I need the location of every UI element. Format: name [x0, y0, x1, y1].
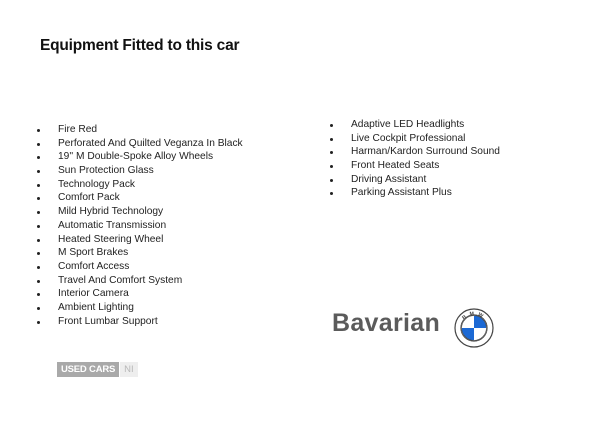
dealer-wordmark: Bavarian	[332, 309, 441, 337]
page-title: Equipment Fitted to this car	[40, 37, 240, 54]
equipment-item: Ambient Lighting	[37, 301, 243, 315]
equipment-item: 19'' M Double-Spoke Alloy Wheels	[37, 150, 243, 164]
equipment-item: Technology Pack	[37, 178, 243, 192]
equipment-item: Travel And Comfort System	[37, 274, 243, 288]
equipment-item: Mild Hybrid Technology	[37, 205, 243, 219]
equipment-item: Interior Camera	[37, 287, 243, 301]
equipment-item: Parking Assistant Plus	[330, 186, 500, 200]
equipment-item: Sun Protection Glass	[37, 164, 243, 178]
equipment-item: Harman/Kardon Surround Sound	[330, 145, 500, 159]
svg-text:BMW: BMW	[461, 311, 487, 322]
used-cars-badge	[57, 362, 138, 377]
equipment-list-right	[330, 118, 500, 200]
equipment-item: Driving Assistant	[330, 173, 500, 187]
equipment-list-left	[37, 123, 243, 328]
equipment-item: Front Lumbar Support	[37, 315, 243, 329]
equipment-item: Front Heated Seats	[330, 159, 500, 173]
equipment-item: Fire Red	[37, 123, 243, 137]
equipment-item: Comfort Access	[37, 260, 243, 274]
region-label: NI	[120, 362, 138, 377]
bmw-roundel-icon	[454, 308, 494, 348]
equipment-item: Adaptive LED Headlights	[330, 118, 500, 132]
equipment-item: M Sport Brakes	[37, 246, 243, 260]
equipment-item: Heated Steering Wheel	[37, 233, 243, 247]
equipment-item: Comfort Pack	[37, 191, 243, 205]
equipment-item: Live Cockpit Professional	[330, 132, 500, 146]
equipment-item: Perforated And Quilted Veganza In Black	[37, 137, 243, 151]
equipment-item: Automatic Transmission	[37, 219, 243, 233]
used-cars-label: USED CARS	[57, 362, 119, 377]
